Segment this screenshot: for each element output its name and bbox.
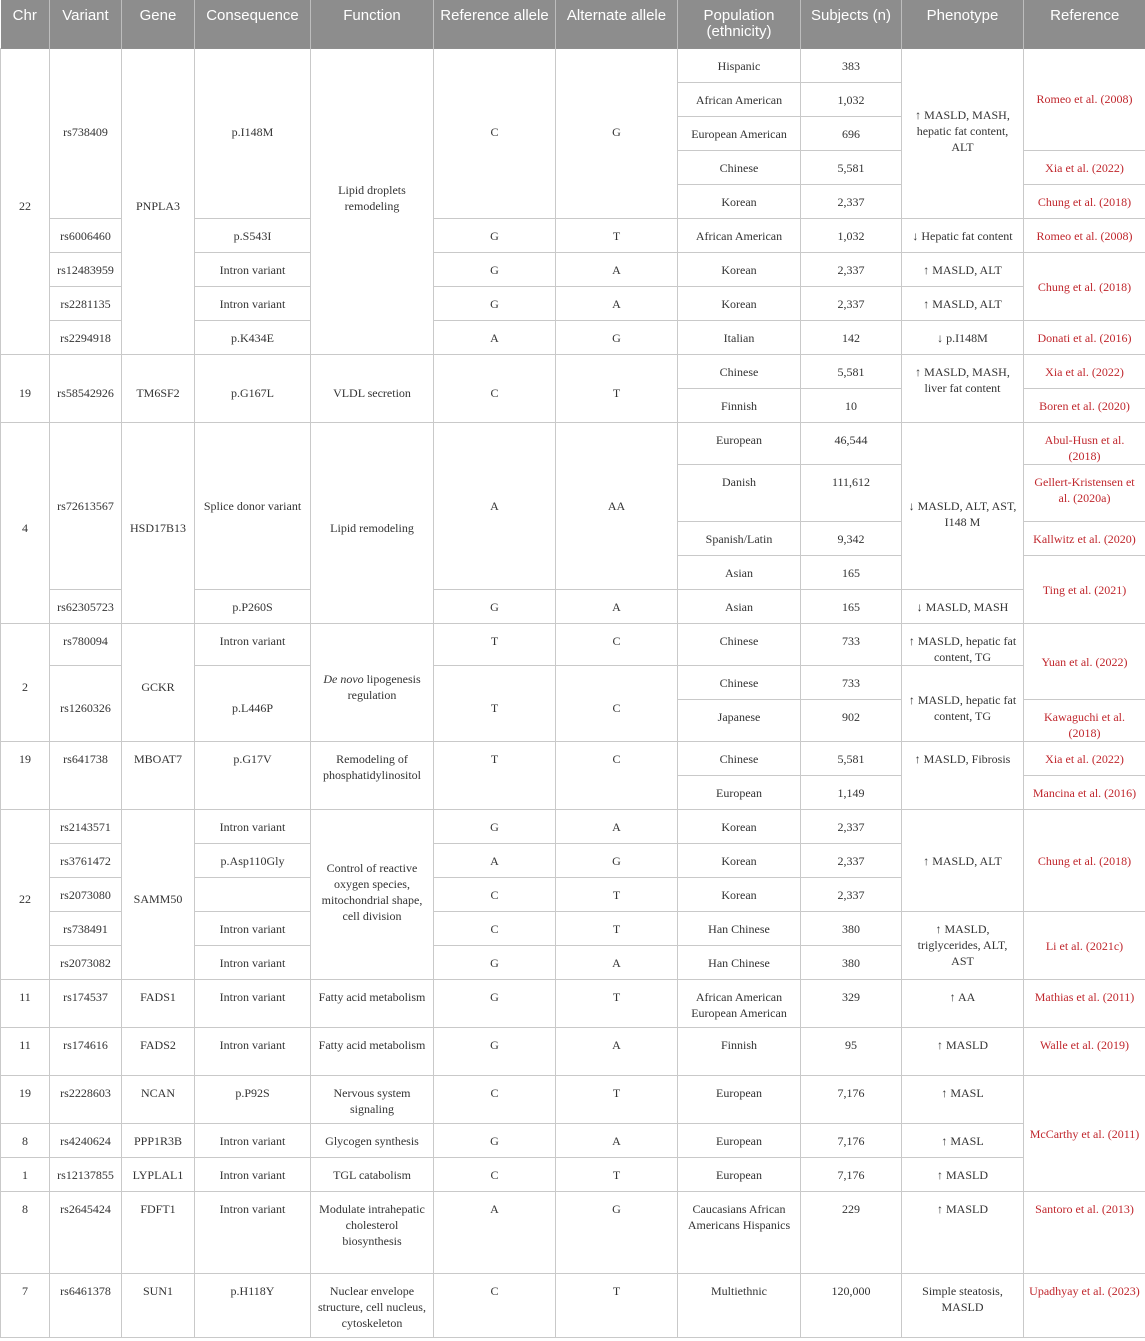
consequence-cell: Intron variant <box>195 287 311 321</box>
gene-cell: NCAN <box>122 1076 195 1124</box>
header-variant: Variant <box>50 0 122 49</box>
ref-allele-cell: C <box>434 1274 556 1338</box>
ref-allele-cell: G <box>434 946 556 980</box>
variant-cell: rs174537 <box>50 980 122 1028</box>
variant-cell: rs3761472 <box>50 844 122 878</box>
variant-cell: rs2645424 <box>50 1192 122 1274</box>
population-cell: Multiethnic <box>678 1274 801 1338</box>
subjects-cell: 1,032 <box>801 219 902 253</box>
population-cell: African American <box>678 219 801 253</box>
phenotype-cell: ↑ MASL <box>902 1124 1024 1158</box>
header-subjects: Subjects (n) <box>801 0 902 49</box>
phenotype-cell: ↑ MASLD, MASH, liver fat content <box>902 355 1024 423</box>
subjects-cell: 165 <box>801 556 902 590</box>
phenotype-cell: Simple steatosis, MASLD <box>902 1274 1024 1338</box>
reference-link[interactable]: Xia et al. (2022) <box>1024 355 1145 389</box>
population-cell: Danish <box>678 465 801 522</box>
variant-cell: rs2143571 <box>50 810 122 844</box>
population-cell: Italian <box>678 321 801 355</box>
chr-cell: 19 <box>1 742 50 810</box>
table-row <box>1 980 1145 1028</box>
variant-cell: rs72613567 <box>50 423 122 590</box>
consequence-cell: p.Asp110Gly <box>195 844 311 878</box>
variant-cell: rs1260326 <box>50 666 122 742</box>
gene-cell: LYPLAL1 <box>122 1158 195 1192</box>
subjects-cell: 9,342 <box>801 522 902 556</box>
ref-allele-cell: C <box>434 355 556 423</box>
ref-allele-cell: G <box>434 287 556 321</box>
chr-cell: 19 <box>1 355 50 423</box>
function-cell: VLDL secretion <box>311 355 434 423</box>
ref-allele-cell: G <box>434 1028 556 1076</box>
alt-allele-cell: AA <box>556 423 678 590</box>
subjects-cell: 2,337 <box>801 810 902 844</box>
table-row <box>1 1192 1145 1274</box>
subjects-cell: 120,000 <box>801 1274 902 1338</box>
consequence-cell: Intron variant <box>195 912 311 946</box>
consequence-cell: Intron variant <box>195 1192 311 1274</box>
header-reference: Reference <box>1024 0 1145 49</box>
reference-link[interactable]: Gellert-Kristensen et al. (2020a) <box>1024 465 1145 522</box>
alt-allele-cell: A <box>556 590 678 624</box>
population-cell: Korean <box>678 844 801 878</box>
ref-allele-cell: G <box>434 810 556 844</box>
alt-allele-cell: A <box>556 810 678 844</box>
table-row <box>1 1158 1145 1192</box>
variant-cell: rs2073080 <box>50 878 122 912</box>
variant-cell: rs2281135 <box>50 287 122 321</box>
ref-allele-cell: A <box>434 423 556 590</box>
header-function: Function <box>311 0 434 49</box>
subjects-cell: 7,176 <box>801 1124 902 1158</box>
subjects-cell: 2,337 <box>801 878 902 912</box>
header-chr: Chr <box>1 0 50 49</box>
function-rest: lipogenesis regulation <box>347 672 421 702</box>
subjects-cell: 733 <box>801 666 902 700</box>
chr-cell: 4 <box>1 423 50 624</box>
variant-cell: rs58542926 <box>50 355 122 423</box>
chr-cell: 1 <box>1 1158 50 1192</box>
phenotype-cell: ↑ MASLD, ALT <box>902 287 1024 321</box>
consequence-cell: Intron variant <box>195 1124 311 1158</box>
phenotype-cell: ↓ Hepatic fat content <box>902 219 1024 253</box>
population-cell: African American European American <box>678 980 801 1028</box>
consequence-cell: p.G167L <box>195 355 311 423</box>
variant-cell: rs6006460 <box>50 219 122 253</box>
variant-cell: rs780094 <box>50 624 122 666</box>
header-row <box>1 0 1145 49</box>
reference-link[interactable]: Romeo et al. (2008) <box>1024 49 1145 151</box>
chr-cell: 2 <box>1 624 50 742</box>
population-cell: European American <box>678 117 801 151</box>
function-cell: Control of reactive oxygen species, mitochondrial shape, cell division <box>311 810 434 980</box>
consequence-cell: Intron variant <box>195 980 311 1028</box>
consequence-cell: Intron variant <box>195 810 311 844</box>
header-phenotype: Phenotype <box>902 0 1024 49</box>
chr-cell: 19 <box>1 1076 50 1124</box>
function-cell: Remodeling of phosphatidylinositol <box>311 742 434 810</box>
reference-link[interactable]: Mathias et al. (2011) <box>1024 980 1145 1028</box>
subjects-cell: 2,337 <box>801 287 902 321</box>
function-cell <box>311 624 434 742</box>
table-row <box>1 1028 1145 1076</box>
population-cell: Han Chinese <box>678 946 801 980</box>
function-cell: TGL catabolism <box>311 1158 434 1192</box>
subjects-cell: 2,337 <box>801 185 902 219</box>
phenotype-cell: ↑ MASLD, Fibrosis <box>902 742 1024 810</box>
header-alternate-allele: Alternate allele <box>556 0 678 49</box>
chr-cell: 22 <box>1 49 50 355</box>
ref-allele-cell: C <box>434 1158 556 1192</box>
reference-link[interactable]: Walle et al. (2019) <box>1024 1028 1145 1076</box>
ref-allele-cell: G <box>434 219 556 253</box>
chr-cell: 7 <box>1 1274 50 1338</box>
header-population: Population (ethnicity) <box>678 0 801 49</box>
population-cell: Finnish <box>678 1028 801 1076</box>
table-row <box>1 1076 1145 1124</box>
table-row <box>1 1274 1145 1338</box>
alt-allele-cell: A <box>556 1124 678 1158</box>
gene-cell: PPP1R3B <box>122 1124 195 1158</box>
phenotype-cell: ↑ MASLD <box>902 1158 1024 1192</box>
subjects-cell: 1,149 <box>801 776 902 810</box>
population-cell: Finnish <box>678 389 801 423</box>
header-consequence: Consequence <box>195 0 311 49</box>
ref-allele-cell: T <box>434 624 556 666</box>
table-row <box>1 49 1145 83</box>
subjects-cell: 111,612 <box>801 465 902 522</box>
phenotype-cell: ↑ AA <box>902 980 1024 1028</box>
phenotype-cell: ↑ MASLD <box>902 1028 1024 1076</box>
gene-cell: PNPLA3 <box>122 49 195 355</box>
population-cell: Japanese <box>678 700 801 742</box>
alt-allele-cell: T <box>556 980 678 1028</box>
ref-allele-cell: T <box>434 742 556 810</box>
population-cell: European <box>678 1158 801 1192</box>
variant-cell: rs738409 <box>50 49 122 219</box>
variant-cell: rs174616 <box>50 1028 122 1076</box>
population-cell: Hispanic <box>678 49 801 83</box>
alt-allele-cell: A <box>556 287 678 321</box>
population-cell: Chinese <box>678 151 801 185</box>
reference-link[interactable]: Chung et al. (2018) <box>1024 185 1145 219</box>
alt-allele-cell: G <box>556 49 678 219</box>
subjects-cell: 5,581 <box>801 742 902 776</box>
reference-link[interactable]: McCarthy et al. (2011) <box>1024 1076 1145 1192</box>
alt-allele-cell: T <box>556 219 678 253</box>
population-cell: Korean <box>678 185 801 219</box>
function-cell: Modulate intrahepatic cholesterol biosynthesis <box>311 1192 434 1274</box>
gene-cell: SAMM50 <box>122 810 195 980</box>
alt-allele-cell: T <box>556 355 678 423</box>
variant-cell: rs12137855 <box>50 1158 122 1192</box>
function-cell: Glycogen synthesis <box>311 1124 434 1158</box>
function-cell: Nervous system signaling <box>311 1076 434 1124</box>
population-cell: African American <box>678 83 801 117</box>
subjects-cell: 733 <box>801 624 902 666</box>
reference-link[interactable]: Boren et al. (2020) <box>1024 389 1145 423</box>
variant-cell: rs2294918 <box>50 321 122 355</box>
alt-allele-cell: G <box>556 321 678 355</box>
reference-link[interactable]: Romeo et al. (2008) <box>1024 219 1145 253</box>
ref-allele-cell: G <box>434 590 556 624</box>
variant-cell: rs12483959 <box>50 253 122 287</box>
population-cell: Asian <box>678 590 801 624</box>
header-gene: Gene <box>122 0 195 49</box>
table-row <box>1 423 1145 465</box>
ref-allele-cell: T <box>434 666 556 742</box>
consequence-cell: p.K434E <box>195 321 311 355</box>
consequence-cell: Splice donor variant <box>195 423 311 590</box>
reference-link[interactable]: Ting et al. (2021) <box>1024 556 1145 624</box>
population-cell: Chinese <box>678 355 801 389</box>
consequence-cell: p.S543I <box>195 219 311 253</box>
subjects-cell: 383 <box>801 49 902 83</box>
population-cell: European <box>678 423 801 465</box>
reference-link[interactable]: Santoro et al. (2013) <box>1024 1192 1145 1274</box>
alt-allele-cell: G <box>556 1192 678 1274</box>
ref-allele-cell: G <box>434 253 556 287</box>
chr-cell: 8 <box>1 1192 50 1274</box>
phenotype-cell: ↑ MASLD, triglycerides, ALT, AST <box>902 912 1024 980</box>
subjects-cell: 380 <box>801 946 902 980</box>
alt-allele-cell: A <box>556 946 678 980</box>
alt-allele-cell: T <box>556 1076 678 1124</box>
alt-allele-cell: T <box>556 878 678 912</box>
variant-cell: rs4240624 <box>50 1124 122 1158</box>
consequence-cell <box>195 878 311 912</box>
gene-cell: FADS2 <box>122 1028 195 1076</box>
table-row <box>1 810 1145 844</box>
consequence-cell: p.I148M <box>195 49 311 219</box>
subjects-cell: 95 <box>801 1028 902 1076</box>
subjects-cell: 229 <box>801 1192 902 1274</box>
alt-allele-cell: C <box>556 666 678 742</box>
phenotype-cell: ↓ MASLD, ALT, AST, I148 M <box>902 423 1024 590</box>
function-cell: Lipid droplets remodeling <box>311 49 434 355</box>
consequence-cell: Intron variant <box>195 946 311 980</box>
reference-link[interactable]: Yuan et al. (2022) <box>1024 624 1145 700</box>
reference-link[interactable]: Abul-Husn et al. (2018) <box>1024 423 1145 465</box>
ref-allele-cell: C <box>434 878 556 912</box>
population-cell: Han Chinese <box>678 912 801 946</box>
population-cell: Korean <box>678 253 801 287</box>
reference-link[interactable]: Upadhyay et al. (2023) <box>1024 1274 1145 1338</box>
population-cell: Chinese <box>678 666 801 700</box>
reference-link[interactable]: Chung et al. (2018) <box>1024 810 1145 912</box>
reference-link[interactable]: Kawaguchi et al. (2018) <box>1024 700 1145 742</box>
consequence-cell: p.P92S <box>195 1076 311 1124</box>
subjects-cell: 902 <box>801 700 902 742</box>
alt-allele-cell: A <box>556 1028 678 1076</box>
phenotype-cell: ↓ p.I148M <box>902 321 1024 355</box>
variant-cell: rs62305723 <box>50 590 122 624</box>
consequence-cell: p.G17V <box>195 742 311 810</box>
table-row <box>1 624 1145 666</box>
population-cell: European <box>678 1124 801 1158</box>
variant-cell: rs2228603 <box>50 1076 122 1124</box>
gene-cell: HSD17B13 <box>122 423 195 624</box>
population-cell: Caucasians African Americans Hispanics <box>678 1192 801 1274</box>
subjects-cell: 329 <box>801 980 902 1028</box>
subjects-cell: 7,176 <box>801 1158 902 1192</box>
population-cell: Korean <box>678 810 801 844</box>
subjects-cell: 7,176 <box>801 1076 902 1124</box>
function-italic: De novo <box>323 672 364 686</box>
population-cell: Korean <box>678 287 801 321</box>
alt-allele-cell: T <box>556 1158 678 1192</box>
gene-cell: FDFT1 <box>122 1192 195 1274</box>
reference-link[interactable]: Li et al. (2021c) <box>1024 912 1145 980</box>
alt-allele-cell: C <box>556 624 678 666</box>
subjects-cell: 165 <box>801 590 902 624</box>
ref-allele-cell: A <box>434 1192 556 1274</box>
alt-allele-cell: G <box>556 844 678 878</box>
consequence-cell: Intron variant <box>195 1028 311 1076</box>
variant-cell: rs6461378 <box>50 1274 122 1338</box>
subjects-cell: 2,337 <box>801 844 902 878</box>
function-cell: Nuclear envelope structure, cell nucleus, cytoskeleton <box>311 1274 434 1338</box>
table-row <box>1 742 1145 776</box>
gene-cell: MBOAT7 <box>122 742 195 810</box>
subjects-cell: 380 <box>801 912 902 946</box>
chr-cell: 11 <box>1 980 50 1028</box>
subjects-cell: 142 <box>801 321 902 355</box>
gene-cell: SUN1 <box>122 1274 195 1338</box>
phenotype-cell: ↑ MASLD, MASH, hepatic fat content, ALT <box>902 49 1024 219</box>
chr-cell: 11 <box>1 1028 50 1076</box>
consequence-cell: p.L446P <box>195 666 311 742</box>
population-cell: Chinese <box>678 624 801 666</box>
consequence-cell: Intron variant <box>195 624 311 666</box>
variant-cell: rs2073082 <box>50 946 122 980</box>
chr-cell: 8 <box>1 1124 50 1158</box>
subjects-cell: 5,581 <box>801 355 902 389</box>
population-cell: Asian <box>678 556 801 590</box>
gene-cell: TM6SF2 <box>122 355 195 423</box>
gene-cell: GCKR <box>122 624 195 742</box>
reference-link[interactable]: Donati et al. (2016) <box>1024 321 1145 355</box>
chr-cell: 22 <box>1 810 50 980</box>
gene-cell: FADS1 <box>122 980 195 1028</box>
consequence-cell: Intron variant <box>195 253 311 287</box>
subjects-cell: 1,032 <box>801 83 902 117</box>
population-cell: Chinese <box>678 742 801 776</box>
function-cell: Fatty acid metabolism <box>311 1028 434 1076</box>
function-cell: Lipid remodeling <box>311 423 434 624</box>
ref-allele-cell: C <box>434 912 556 946</box>
reference-link[interactable]: Chung et al. (2018) <box>1024 253 1145 321</box>
subjects-cell: 46,544 <box>801 423 902 465</box>
alt-allele-cell: T <box>556 912 678 946</box>
phenotype-cell: ↑ MASLD, hepatic fat content, TG <box>902 624 1024 666</box>
table-row <box>1 1124 1145 1158</box>
phenotype-cell: ↓ MASLD, MASH <box>902 590 1024 624</box>
subjects-cell: 5,581 <box>801 151 902 185</box>
ref-allele-cell: A <box>434 321 556 355</box>
phenotype-cell: ↑ MASLD, ALT <box>902 253 1024 287</box>
ref-allele-cell: C <box>434 49 556 219</box>
table-row <box>1 355 1145 389</box>
reference-link[interactable]: Xia et al. (2022) <box>1024 151 1145 185</box>
subjects-cell: 696 <box>801 117 902 151</box>
consequence-cell: Intron variant <box>195 1158 311 1192</box>
alt-allele-cell: T <box>556 1274 678 1338</box>
consequence-cell: p.P260S <box>195 590 311 624</box>
population-cell: European <box>678 1076 801 1124</box>
population-cell: Korean <box>678 878 801 912</box>
subjects-cell: 10 <box>801 389 902 423</box>
reference-link[interactable]: Xia et al. (2022) <box>1024 742 1145 776</box>
population-cell: European <box>678 776 801 810</box>
phenotype-cell: ↑ MASLD <box>902 1192 1024 1274</box>
ref-allele-cell: G <box>434 1124 556 1158</box>
consequence-cell: p.H118Y <box>195 1274 311 1338</box>
reference-link[interactable]: Kallwitz et al. (2020) <box>1024 522 1145 556</box>
alt-allele-cell: A <box>556 253 678 287</box>
alt-allele-cell: C <box>556 742 678 810</box>
header-reference-allele: Reference allele <box>434 0 556 49</box>
phenotype-cell: ↑ MASLD, ALT <box>902 810 1024 912</box>
subjects-cell: 2,337 <box>801 253 902 287</box>
variant-cell: rs738491 <box>50 912 122 946</box>
reference-link[interactable]: Mancina et al. (2016) <box>1024 776 1145 810</box>
ref-allele-cell: A <box>434 844 556 878</box>
function-cell: Fatty acid metabolism <box>311 980 434 1028</box>
phenotype-cell: ↑ MASLD, hepatic fat content, TG <box>902 666 1024 742</box>
variant-cell: rs641738 <box>50 742 122 810</box>
population-cell: Spanish/Latin <box>678 522 801 556</box>
ref-allele-cell: G <box>434 980 556 1028</box>
phenotype-cell: ↑ MASL <box>902 1076 1024 1124</box>
ref-allele-cell: C <box>434 1076 556 1124</box>
